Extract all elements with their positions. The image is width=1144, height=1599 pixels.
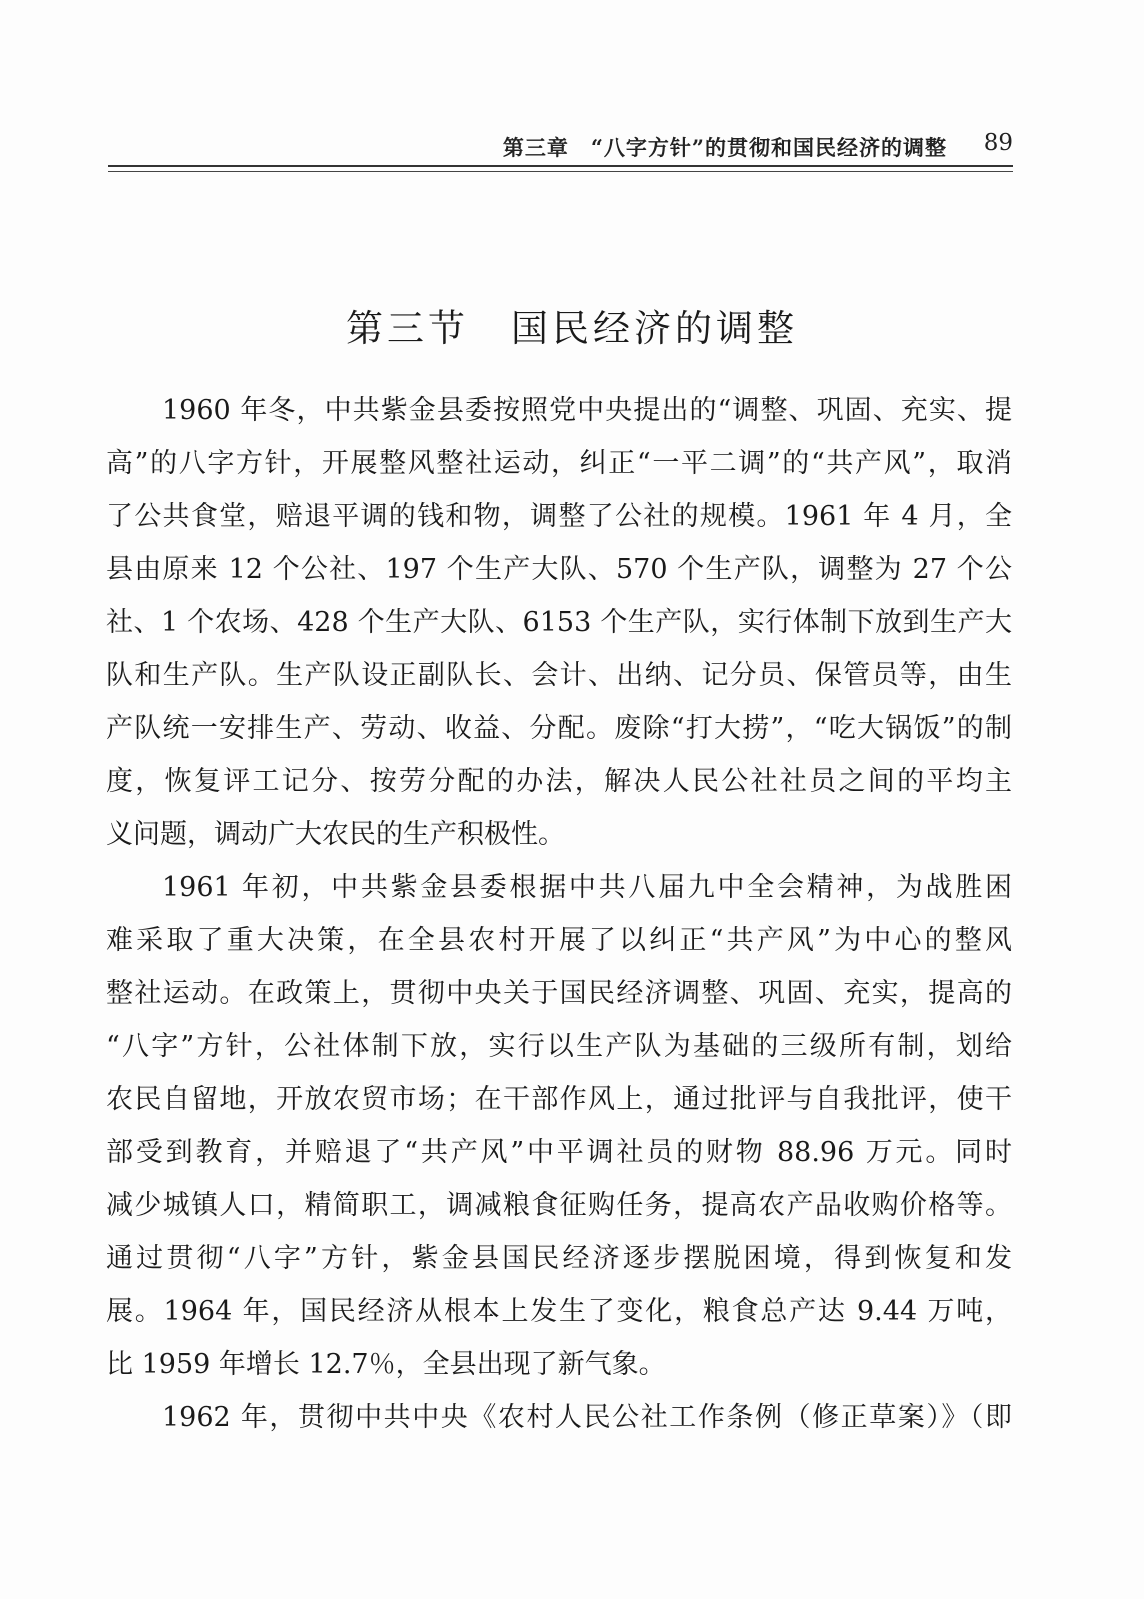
text-line: 1961 年初，中共紫金县委根据中共八届九中全会精神，为战胜困 bbox=[162, 872, 1012, 903]
header-rule-thin bbox=[108, 171, 1013, 172]
text-line: 农民自留地，开放农贸市场；在干部作风上，通过批评与自我批评，使干 bbox=[106, 1084, 1012, 1115]
text-line: 难采取了重大决策，在全县农村开展了以纠正“共产风”为中心的整风 bbox=[106, 925, 1012, 956]
header-rule-thick bbox=[108, 165, 1013, 167]
section-title: 国民经济的调整 bbox=[511, 307, 798, 350]
page-number: 89 bbox=[983, 130, 1013, 156]
text-line: 部受到教育，并赔退了“共产风”中平调社员的财物 88.96 万元。同时 bbox=[106, 1137, 1012, 1168]
text-line: 整社运动。在政策上，贯彻中央关于国民经济调整、巩固、充实，提高的 bbox=[106, 978, 1012, 1009]
text-line: 队和生产队。生产队设正副队长、会计、出纳、记分员、保管员等，由生 bbox=[106, 660, 1012, 691]
section-number: 第三节 bbox=[346, 307, 469, 350]
running-head-title: 第三章 “八字方针”的贯彻和国民经济的调整 bbox=[502, 135, 947, 160]
running-head bbox=[108, 128, 1013, 164]
text-line: 高”的八字方针，开展整风整社运动，纠正“一平二调”的“共产风”，取消 bbox=[106, 448, 1012, 479]
paragraph-1 bbox=[106, 384, 1012, 861]
text-line: 减少城镇人口，精简职工，调减粮食征购任务，提高农产品收购价格等。 bbox=[106, 1190, 1012, 1221]
paragraph-2 bbox=[106, 861, 1012, 1391]
paragraph-3 bbox=[106, 1391, 1012, 1444]
body-text bbox=[106, 384, 1012, 1444]
section-heading bbox=[0, 298, 1144, 352]
text-line: 比 1959 年增长 12.7％，全县出现了新气象。 bbox=[106, 1349, 666, 1380]
text-line: 通过贯彻“八字”方针，紫金县国民经济逐步摆脱困境，得到恢复和发 bbox=[106, 1243, 1012, 1274]
text-line: 产队统一安排生产、劳动、收益、分配。废除“打大捞”，“吃大锅饭”的制 bbox=[106, 713, 1012, 744]
text-line: 义问题，调动广大农民的生产积极性。 bbox=[106, 819, 565, 850]
text-line: 社、1 个农场、428 个生产大队、6153 个生产队，实行体制下放到生产大 bbox=[106, 607, 1012, 638]
text-line: 度，恢复评工记分、按劳分配的办法，解决人民公社社员之间的平均主 bbox=[106, 766, 1012, 797]
text-line: 1960 年冬，中共紫金县委按照党中央提出的“调整、巩固、充实、提 bbox=[162, 395, 1012, 426]
text-line: 展。1964 年，国民经济从根本上发生了变化，粮食总产达 9.44 万吨， bbox=[106, 1296, 1012, 1327]
text-line: “八字”方针，公社体制下放，实行以生产队为基础的三级所有制，划给 bbox=[106, 1031, 1012, 1062]
text-line: 县由原来 12 个公社、197 个生产大队、570 个生产队，调整为 27 个公 bbox=[106, 554, 1012, 585]
text-line: 1962 年，贯彻中共中央《农村人民公社工作条例（修正草案）》（即 bbox=[162, 1402, 1012, 1433]
text-line: 了公共食堂，赔退平调的钱和物，调整了公社的规模。1961 年 4 月，全 bbox=[106, 501, 1012, 532]
